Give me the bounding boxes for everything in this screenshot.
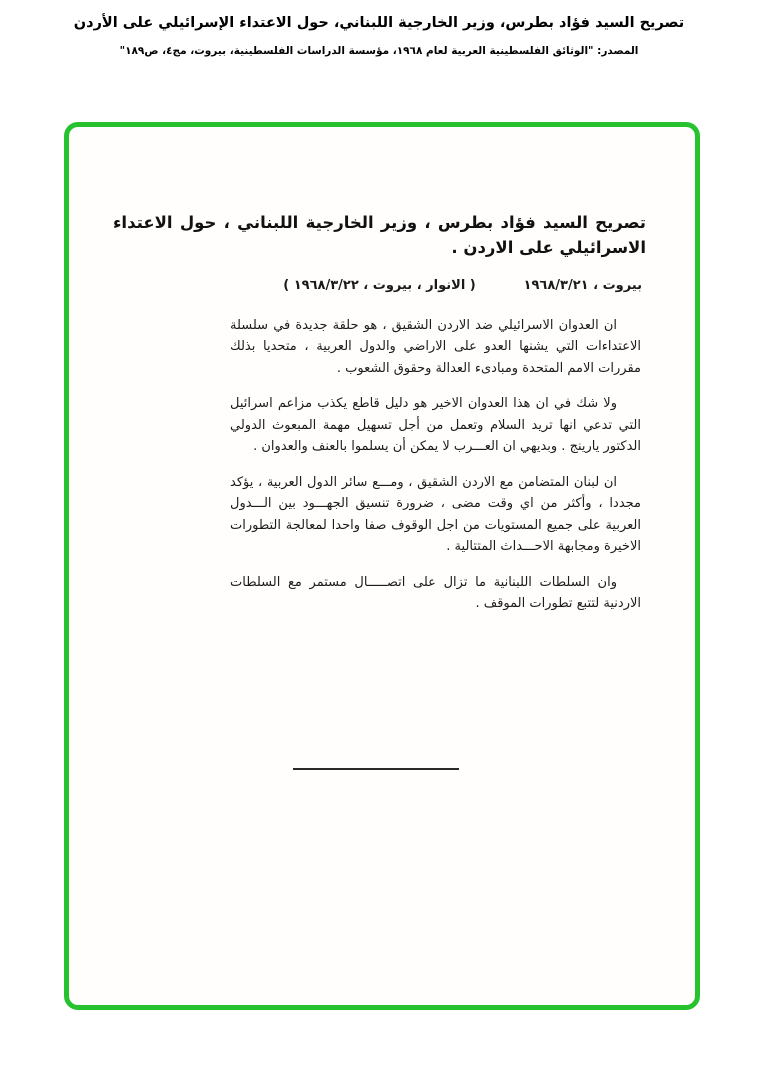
dateline-place-date: بيروت ، ١٩٦٨/٣/٢١ xyxy=(523,277,642,293)
dateline-publication: ( الانوار ، بيروت ، ١٩٦٨/٣/٢٢ ) xyxy=(283,277,476,293)
paragraph-2: ولا شك في ان هذا العدوان الاخير هو دليل قاطع يكذب مزاعم اسرائيل التي تدعي انها تريد السلام وتعمل من أجل تسهيل مهمة المبعوث الدولي الدكتور يارينج . وبديهي ان العـــرب لا يمكن أن يسلموا بالعنف والعدوان . xyxy=(230,396,641,454)
paragraph-1: ان العدوان الاسرائيلي ضد الاردن الشقيق ، هو حلقة جديدة في سلسلة الاعتداءات التي يشنها العدو على الاراضي والدول العربية ، متحديا بذلك مقررات الامم المتحدة ومبادىء العدالة وحقوق الشعوب . xyxy=(230,317,641,376)
paragraph-3: ان لبنان المتضامن مع الاردن الشقيق ، ومـــع سائر الدول العربية ، يؤكد مجددا ، وأكثر من اي وقت مضى ، ضرورة تنسيق الجهـــود بين الـــدول العربية على جميع المستويات من اجل الوقوف صفا واحدا لمعالجة التطورات الاخيرة ومجابهة الاحـــداث المتتالية . xyxy=(230,474,641,554)
divider-line xyxy=(293,768,459,770)
page-title: تصريح السيد فؤاد بطرس، وزير الخارجية اللبناني، حول الاعتداء الإسرائيلي على الأردن xyxy=(73,15,685,31)
document-body xyxy=(230,315,641,615)
source-citation: المصدر: "الوثائق الفلسطينية العربية لعام ١٩٦٨، مؤسسة الدراسات الفلسطينية، بيروت، مج٤، ص١٨٩" xyxy=(119,44,639,57)
document-frame xyxy=(64,122,700,1010)
document-dateline xyxy=(113,278,646,300)
page-header xyxy=(0,0,758,57)
paragraph-4: وان السلطات اللبنانية ما تزال على اتصـــــال مستمر مع السلطات الاردنية لتتبع تطورات الموقف . xyxy=(230,574,641,611)
document-title: تصريح السيد فؤاد بطرس ، وزير الخارجية اللبناني ، حول الاعتداء الاسرائيلي على الاردن . xyxy=(113,213,646,257)
document-content xyxy=(113,211,646,629)
